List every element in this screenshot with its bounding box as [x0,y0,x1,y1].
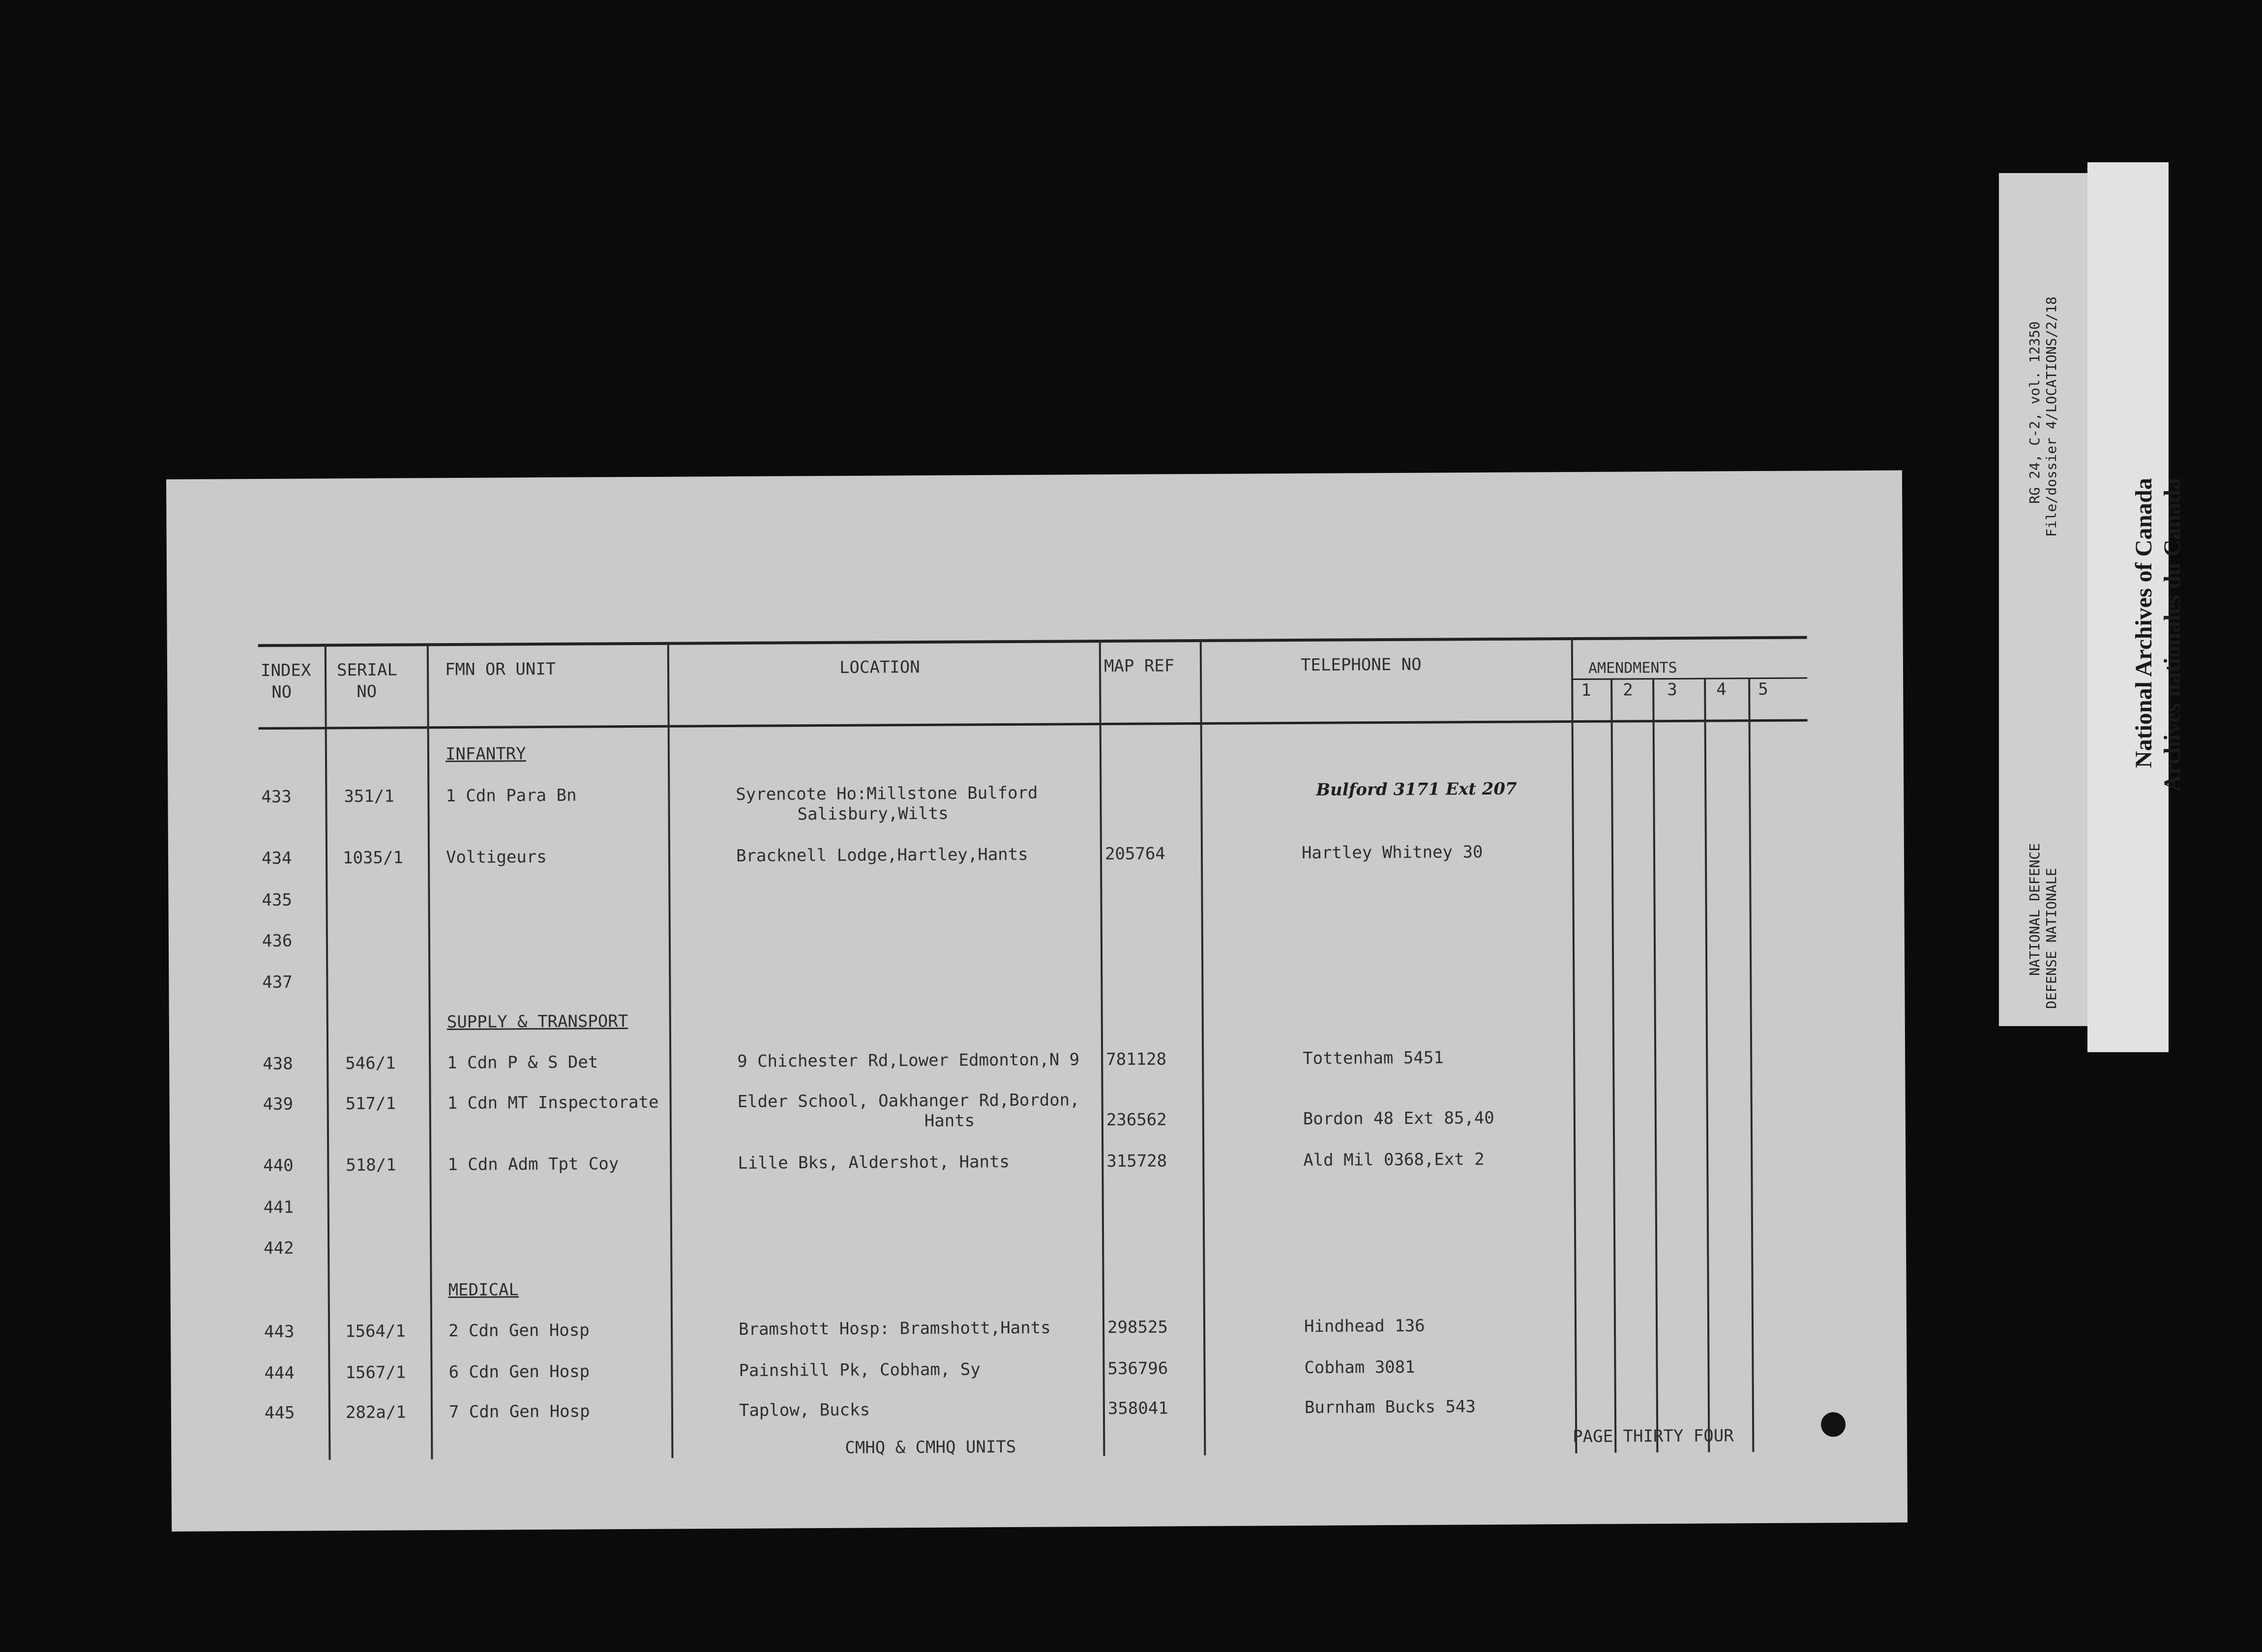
footer-title: CMHQ & CMHQ UNITS [845,1437,1016,1458]
amendment-col-4: 4 [1716,679,1726,700]
cell-map-ref: 205764 [1104,844,1165,864]
cell-telephone: Hindhead 136 [1304,1316,1425,1336]
cell-index: 434 [261,848,292,868]
column-rule [1099,640,1105,1456]
cell-map-ref: 781128 [1106,1049,1167,1070]
header-unit: FMN OR UNIT [445,659,556,680]
cell-unit: 1 Cdn Para Bn [446,785,577,806]
cell-location: 9 Chichester Rd,Lower Edmonton,N 9 [737,1050,1080,1071]
cell-serial: 517/1 [345,1093,396,1114]
cell-serial: 546/1 [345,1053,396,1074]
cell-index: 445 [264,1403,295,1423]
header-telephone: TELEPHONE NO [1300,654,1422,675]
cell-location-cont: Hants [924,1111,975,1131]
cell-serial: 351/1 [344,786,394,807]
cell-serial: 282a/1 [345,1402,406,1423]
archive-reference-strip [1999,173,2087,1026]
cell-serial: 1567/1 [345,1362,406,1383]
column-rule [1571,637,1577,1453]
cell-index: 442 [264,1238,294,1258]
cell-unit: 6 Cdn Gen Hosp [448,1361,590,1383]
table-top-rule [258,636,1807,647]
column-rule [427,643,433,1459]
header-serial: SERIAL NO [336,660,397,702]
cell-index: 433 [261,787,292,807]
cell-index: 443 [264,1322,295,1342]
page-number: PAGE THIRTY FOUR [1573,1426,1734,1447]
cell-map-ref: 236562 [1106,1110,1167,1130]
column-rule [1748,678,1754,1452]
department-label: NATIONAL DEFENCE DEFENSE NATIONALE [2026,843,2059,1009]
archive-reference: RG 24, C-2, vol. 12350 File/dossier 4/LOCATIONS/2/18 [2026,296,2059,537]
cell-index: 444 [264,1363,295,1383]
section-heading: MEDICAL [448,1280,519,1300]
section-heading: INFANTRY [445,744,526,765]
cell-map-ref: 315728 [1106,1151,1167,1172]
amendment-col-5: 5 [1758,679,1768,700]
amendment-col-2: 2 [1623,680,1633,700]
cell-location-cont: Salisbury,Wilts [797,803,949,825]
cell-telephone: Burnham Bucks 543 [1304,1397,1476,1417]
header-bottom-rule [259,719,1808,730]
header-index: INDEX NO [260,660,311,702]
cell-telephone: Bordon 48 Ext 85,40 [1303,1108,1494,1129]
cell-map-ref: 536796 [1107,1358,1168,1379]
cell-serial: 1564/1 [345,1321,406,1342]
cell-map-ref: 358041 [1107,1398,1168,1418]
document-page [166,471,1907,1532]
cell-unit: Voltigeurs [446,847,547,868]
cell-unit: 1 Cdn MT Inspectorate [447,1092,659,1114]
cell-location: Painshill Pk, Cobham, Sy [739,1359,981,1381]
cell-telephone: Ald Mil 0368,Ext 2 [1303,1149,1485,1170]
cell-serial: 518/1 [346,1155,396,1176]
archive-name-strip [2087,162,2185,1052]
punch-hole-mark [1821,1412,1845,1437]
column-rule [1652,678,1658,1452]
cell-telephone: Hartley Whitney 30 [1301,842,1483,863]
cell-index: 436 [262,931,293,951]
header-amendments: AMENDMENTS [1588,659,1677,677]
amendment-col-1: 1 [1581,680,1591,700]
header-location: LOCATION [839,657,920,678]
amendment-col-3: 3 [1667,679,1677,700]
cell-location: Bramshott Hosp: Bramshott,Hants [738,1318,1051,1339]
cell-location: Lille Bks, Aldershot, Hants [738,1152,1010,1173]
cell-index: 441 [263,1197,294,1217]
cell-index: 435 [262,890,293,910]
archive-name: National Archives of Canada Archives nationales du Canada [2131,478,2185,792]
column-rule [325,644,331,1460]
header-map-ref: MAP REF [1103,656,1175,677]
cell-map-ref: 298525 [1107,1317,1168,1338]
cell-unit: 2 Cdn Gen Hosp [448,1320,590,1341]
column-rule [667,642,674,1458]
cell-telephone: Tottenham 5451 [1303,1048,1444,1068]
column-rule [1704,678,1710,1452]
cell-unit: 1 Cdn P & S Det [447,1052,598,1073]
cell-telephone: Cobham 3081 [1304,1357,1415,1378]
cell-unit: 7 Cdn Gen Hosp [448,1401,590,1422]
cell-location: Taplow, Bucks [739,1400,870,1420]
cell-index: 437 [262,972,293,992]
cell-unit: 1 Cdn Adm Tpt Coy [447,1154,619,1175]
cell-index: 438 [263,1054,293,1074]
column-rule [1200,639,1206,1455]
cell-index: 439 [263,1094,294,1114]
column-rule [1610,678,1616,1453]
cell-location: Elder School, Oakhanger Rd,Bordon, [737,1090,1080,1112]
section-heading: SUPPLY & TRANSPORT [446,1011,628,1032]
cell-location: Bracknell Lodge,Hartley,Hants [736,844,1028,866]
cell-index: 440 [263,1155,294,1176]
cell-location: Syrencote Ho:Millstone Bulford [736,783,1038,804]
cell-serial: 1035/1 [342,848,403,868]
cell-telephone-handwritten: Bulford 3171 Ext 207 [1316,779,1517,800]
